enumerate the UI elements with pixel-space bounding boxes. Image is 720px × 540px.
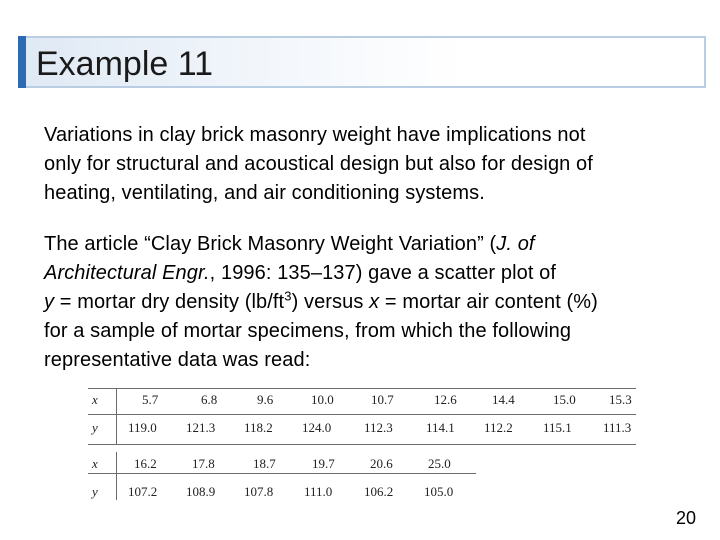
table-cell: 25.0	[428, 456, 451, 471]
table-cell: 10.7	[371, 392, 394, 407]
table-cell: 18.7	[253, 456, 276, 471]
table-cell: 105.0	[424, 484, 454, 499]
superscript-3: 3	[284, 288, 292, 304]
table-cell: 9.6	[257, 392, 274, 407]
table-cell: 121.3	[186, 420, 216, 435]
table-cell: 118.2	[244, 420, 273, 435]
table-cell: 107.2	[128, 484, 158, 499]
para1-line-1: Variations in clay brick masonry weight have implications not	[44, 124, 586, 146]
table-cell: 19.7	[312, 456, 335, 471]
table-cell: 20.6	[370, 456, 393, 471]
row-label-y: y	[92, 420, 98, 435]
para2-line-1-text: The article “Clay Brick Masonry Weight Variation” (	[44, 233, 497, 255]
var-x: x	[369, 291, 380, 313]
para2-line-2	[44, 259, 704, 288]
table-cell: 111.3	[603, 420, 632, 435]
table-cell: 108.9	[186, 484, 216, 499]
para2-line-2-text: , 1996: 135–137) gave a scatter plot of	[209, 262, 557, 284]
table-cell: 111.0	[304, 484, 333, 499]
table-cell: 15.3	[609, 392, 632, 407]
slide-title: Example 11	[36, 45, 214, 83]
table-cell: 112.3	[364, 420, 393, 435]
para1-line-2: only for structural and acoustical design but also for design of	[44, 153, 593, 175]
journal-name-rest: Architectural Engr.	[44, 262, 210, 284]
y-definition: = mortar dry density (lb/ft	[54, 291, 285, 313]
table-cell: 14.4	[492, 392, 515, 407]
table-cell: 107.8	[244, 484, 274, 499]
table-cell: 114.1	[426, 420, 455, 435]
para2-line-5: representative data was read:	[44, 349, 311, 371]
table-cell: 6.8	[201, 392, 218, 407]
row-label-x: x	[92, 392, 98, 407]
table-cell: 124.0	[302, 420, 332, 435]
para1-line-3: heating, ventilating, and air conditioning systems.	[44, 182, 485, 204]
journal-name-part: J. of	[496, 233, 535, 255]
versus-text: ) versus	[291, 291, 370, 313]
title-accent-bar	[18, 36, 26, 88]
row-label-y: y	[92, 484, 98, 499]
paragraph-intro	[44, 121, 704, 208]
table-cell: 106.2	[364, 484, 394, 499]
table-cell: 17.8	[192, 456, 215, 471]
table-cell: 5.7	[142, 392, 159, 407]
row-label-x: x	[92, 456, 98, 471]
page-number: 20	[676, 508, 697, 528]
table-cell: 115.1	[543, 420, 572, 435]
table-cell: 119.0	[128, 420, 157, 435]
table-cell: 112.2	[484, 420, 513, 435]
paragraph-article	[44, 230, 704, 375]
var-y: y	[44, 291, 55, 313]
para2-line-1	[44, 230, 704, 259]
x-definition: = mortar air content (%)	[379, 291, 598, 313]
table-cell: 16.2	[134, 456, 157, 471]
table-cell: 15.0	[553, 392, 576, 407]
title-bar	[18, 36, 706, 88]
table-cell: 12.6	[434, 392, 457, 407]
para2-line-3	[44, 288, 704, 317]
para2-line-4: for a sample of mortar specimens, from which the following	[44, 320, 572, 342]
table-cell: 10.0	[311, 392, 334, 407]
